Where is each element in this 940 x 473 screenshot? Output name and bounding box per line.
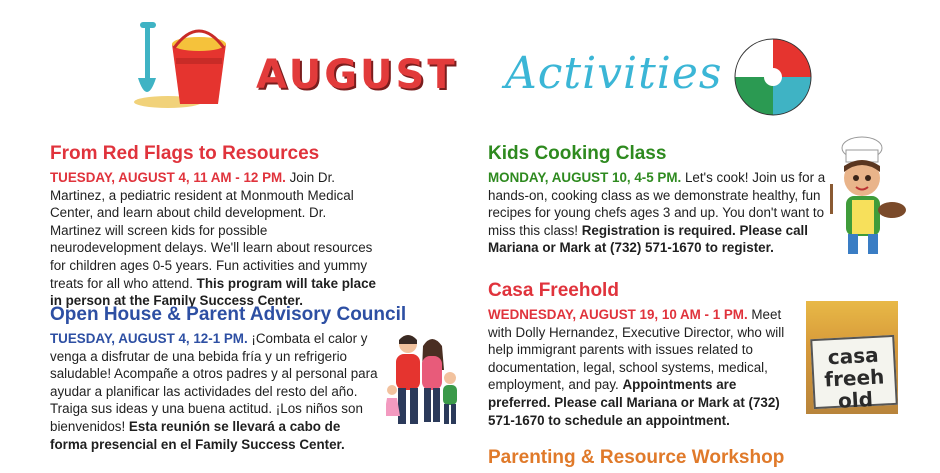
section-parenting: [488, 447, 908, 473]
section-body: [488, 169, 828, 257]
event-description: Let's cook! Join us for a hands-on, cooking class as we demonstrate healthy, fun recipes for young chefs ages 3 and up. You don't want to miss this class!: [488, 170, 826, 238]
sand-bucket-shovel-icon: [128, 18, 238, 110]
event-location-note: This program will take place in person at the Family Success Center.: [50, 275, 376, 309]
event-description: ¡Combata el calor y venga a disfrutar de una bebida fría y un refrigerio saludable! Acompañe a otros padres y al personal para ayudar a planificar las actividades del resto del año. Traiga sus ideas y una buena actitud. ¡Los niños son bienvenidos!: [50, 331, 378, 434]
section-open-house: [50, 304, 407, 453]
family-illustration: [386, 330, 466, 430]
title-activities: Activities: [505, 48, 723, 99]
event-description: Meet with Dolly Hernandez, Executive Director, who will help immigrant parents with issues related to documentation, legal, school systems, medical, employment, and pay.: [488, 307, 785, 393]
section-body: [50, 169, 380, 310]
section-title: Kids Cooking Class: [488, 143, 667, 164]
title-august: AUGUST: [256, 52, 458, 98]
section-casa: [488, 280, 793, 429]
section-title: Parenting & Resource Workshop: [488, 447, 785, 468]
event-date: WEDNESDAY, AUGUST 19, 10 AM - 1 PM.: [488, 307, 748, 322]
event-date: TUESDAY, AUGUST 4, 12-1 PM.: [50, 331, 248, 346]
section-body: [488, 306, 793, 429]
casa-freehold-sign: [810, 335, 898, 413]
section-title: Casa Freehold: [488, 280, 619, 301]
event-description: Join Dr. Martinez, a pediatric resident at Monmouth Medical Center, and learn about child development. Dr. Martinez will screen kids for possible neurodevelopment delays. We'll learn about resources for children ages 0-5 years. Fun activities and yummy treats for all who attend.: [50, 170, 373, 291]
event-registration-note: Registration is required. Please call Mariana or Mark at (732) 571-1670 to register.: [488, 222, 808, 256]
event-location-note: Esta reunión se llevará a cabo de forma presencial en el Family Success Center.: [50, 418, 345, 452]
section-title: From Red Flags to Resources: [50, 143, 320, 164]
sign-text: casa freehold: [823, 342, 885, 413]
kid-chef-illustration: [826, 134, 908, 260]
event-date: MONDAY, AUGUST 10, 4-5 PM.: [488, 170, 682, 185]
section-cooking: [488, 143, 828, 257]
beach-ball-icon: [732, 36, 814, 118]
event-appointment-note: Appointments are preferred. Please call Mariana or Mark at (732) 571-1670 to schedule an appointment.: [488, 377, 780, 428]
section-red-flags: [50, 143, 380, 310]
section-body: [50, 330, 380, 453]
page-header: [0, 0, 940, 130]
section-title: Open House & Parent Advisory Council: [50, 304, 407, 325]
casa-freehold-photo: [806, 301, 898, 414]
event-date: TUESDAY, AUGUST 4, 11 AM - 12 PM.: [50, 170, 286, 185]
